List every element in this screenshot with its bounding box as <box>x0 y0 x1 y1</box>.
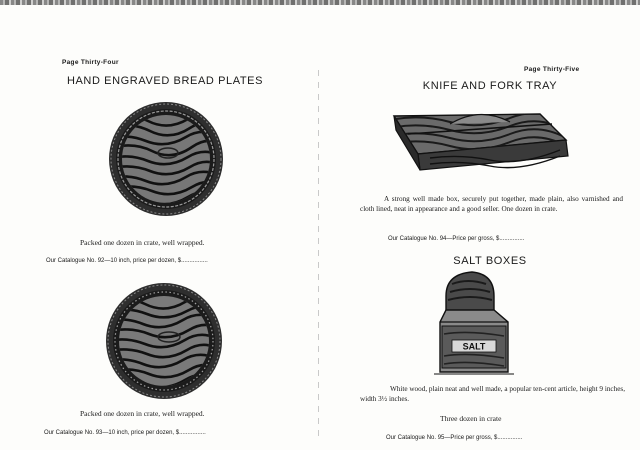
left-page <box>0 0 318 450</box>
knife-fork-tray-illustration <box>390 100 575 176</box>
page-number: Page Thirty-Four <box>62 59 119 66</box>
tray-description: A strong well made box, securely put together, made plain, also varnished and cloth lined, neat in appearance and a good seller. One dozen in crate. <box>360 195 623 213</box>
salt-box-illustration <box>428 270 518 378</box>
plate-1-catalogue: Our Catalogue No. 92—10 inch, price per dozen, $................ <box>46 258 208 264</box>
bread-plate-illustration-2 <box>105 282 223 400</box>
salt-box-description: White wood, plain neat and well made, a popular ten-cent article, height 9 inches, width 3½ inches. <box>360 385 625 403</box>
page-title: KNIFE AND FORK TRAY <box>422 80 558 92</box>
right-page <box>320 0 640 450</box>
page-title: HAND ENGRAVED BREAD PLATES <box>66 75 264 87</box>
bread-plate-illustration-1 <box>108 101 224 217</box>
salt-box-label: SALT <box>462 341 486 352</box>
plate-2-caption: Packed one dozen in crate, well wrapped. <box>80 409 205 418</box>
salt-box-packing: Three dozen in crate <box>440 414 502 423</box>
salt-box-catalogue: Our Catalogue No. 95—Price per gross, $............... <box>386 435 523 441</box>
plate-1-caption: Packed one dozen in crate, well wrapped. <box>80 238 205 247</box>
page-gutter <box>318 70 319 440</box>
section-title: SALT BOXES <box>453 255 527 267</box>
tray-catalogue: Our Catalogue No. 94—Price per gross, $............... <box>388 236 525 242</box>
page-number: Page Thirty-Five <box>524 66 580 73</box>
plate-2-catalogue: Our Catalogue No. 93—10 inch, price per dozen, $................ <box>44 430 206 436</box>
